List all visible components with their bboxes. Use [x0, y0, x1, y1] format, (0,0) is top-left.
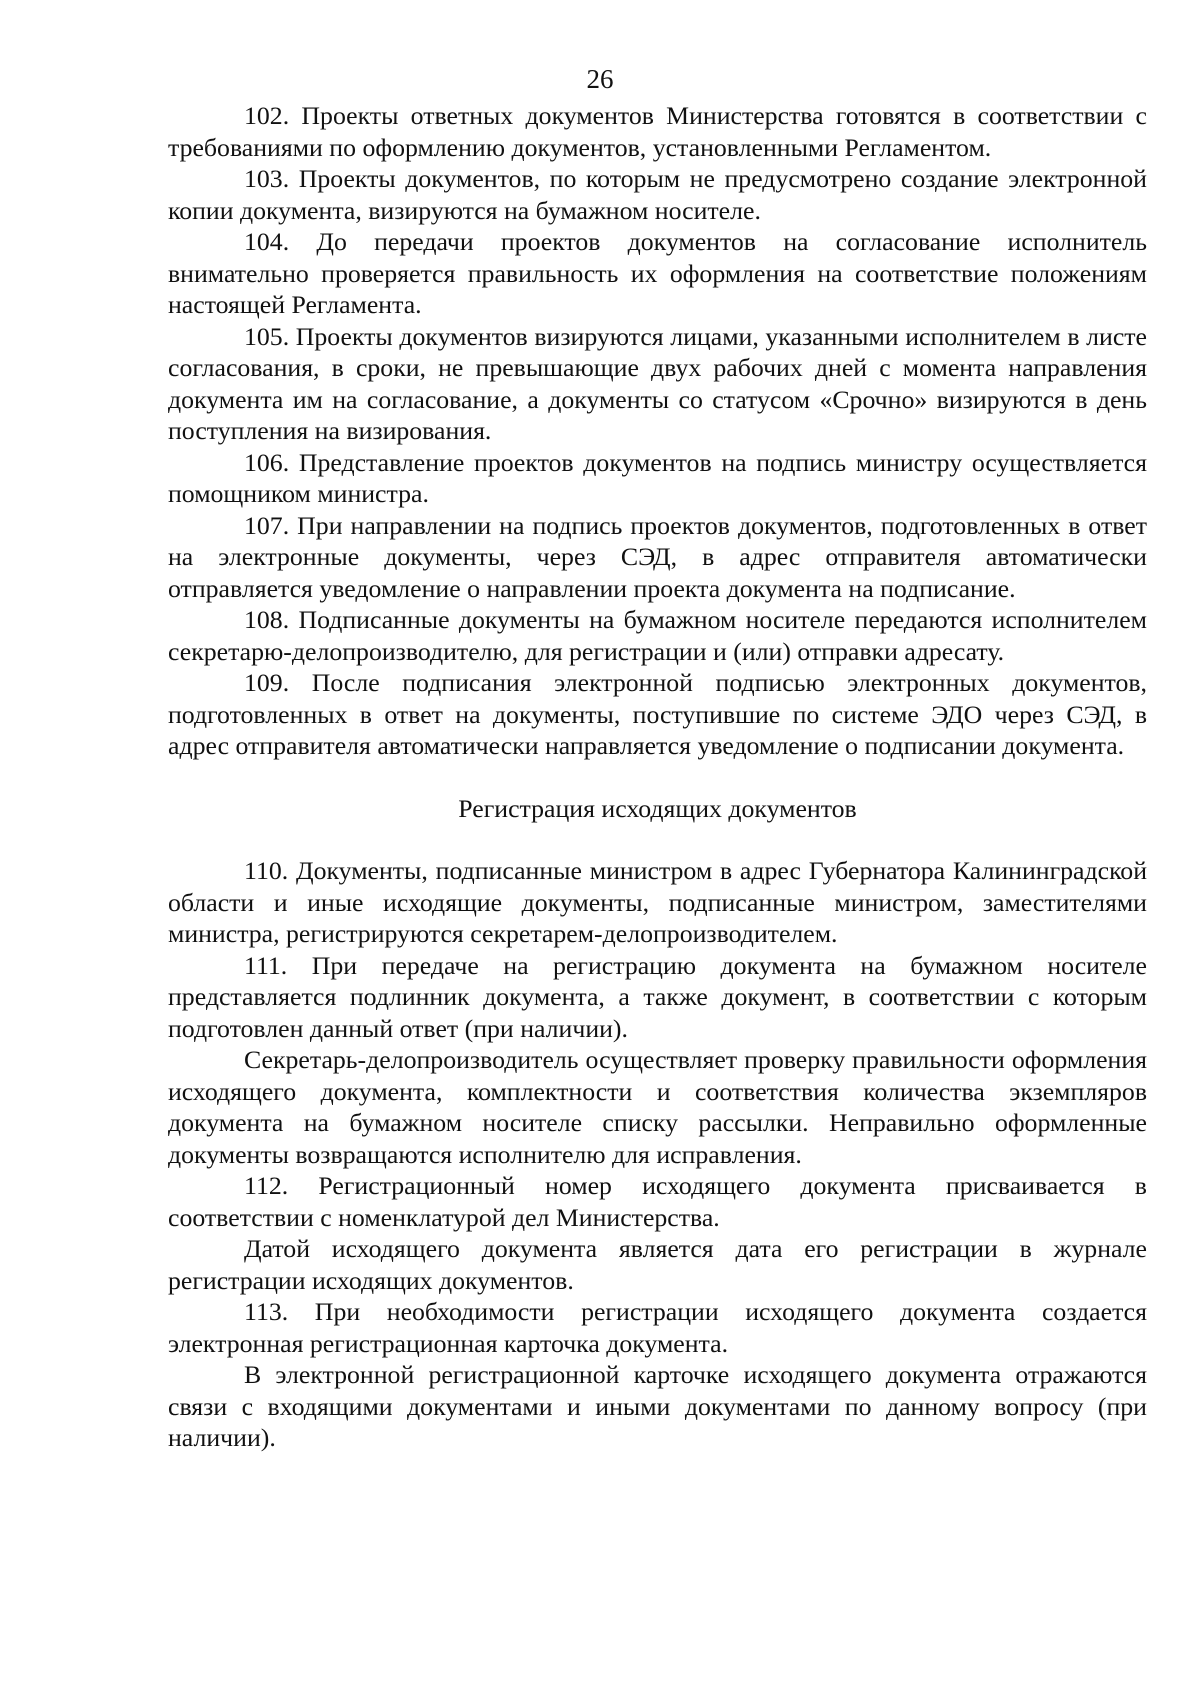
paragraph-108: 108. Подписанные документы на бумажном носителе передаются исполнителем секретарю-делопроизводителю, для регистрации и (или) отправки адресату.	[168, 605, 1147, 666]
paragraph-111-secretary-check: Секретарь-делопроизводитель осуществляет проверку правильности оформления исходящего документа, комплектности и соответствия количества экземпляров документа на бумажном носителе списку рассылки. Неправильно оформленные документы возвращаются исполнителю для исправления.	[168, 1045, 1147, 1169]
paragraph-110: 110. Документы, подписанные министром в адрес Губернатора Калининградской области и иные исходящие документы, подписанные министром, заместителями министра, регистрируются секретарем-делопроизводителем.	[168, 856, 1147, 948]
paragraph-102: 102. Проекты ответных документов Министерства готовятся в соответствии с требованиями по оформлению документов, установленными Регламентом.	[168, 101, 1147, 162]
paragraph-103: 103. Проекты документов, по которым не предусмотрено создание электронной копии документа, визируются на бумажном носителе.	[168, 164, 1147, 225]
paragraph-111: 111. При передаче на регистрацию документа на бумажном носителе представляется подлинник документа, а также документ, в соответствии с которым подготовлен данный ответ (при наличии).	[168, 950, 1147, 1043]
paragraph-107: 107. При направлении на подпись проектов документов, подготовленных в ответ на электронные документы, через СЭД, в адрес отправителя автоматически отправляется уведомление о направлении проекта документа на подписание.	[168, 510, 1147, 603]
document-body	[168, 100, 1147, 1454]
paragraph-104: 104. До передачи проектов документов на согласование исполнитель внимательно проверяется правильность их оформления на соответствие положениям настоящей Регламента.	[168, 227, 1147, 319]
paragraph-113-card-links: В электронной регистрационной карточке исходящего документа отражаются связи с входящими документами и иными документами по данному вопросу (при наличии).	[168, 1360, 1147, 1452]
paragraph-106: 106. Представление проектов документов на подпись министру осуществляется помощником министра.	[168, 447, 1147, 508]
paragraph-112-date: Датой исходящего документа является дата его регистрации в журнале регистрации исходящих документов.	[168, 1234, 1147, 1295]
paragraph-112: 112. Регистрационный номер исходящего документа присваивается в соответствии с номенклатурой дел Министерства.	[168, 1171, 1147, 1232]
section-heading: Регистрация исходящих документов	[458, 793, 857, 823]
paragraph-109: 109. После подписания электронной подписью электронных документов, подготовленных в ответ на документы, поступившие по системе ЭДО через СЭД, в адрес отправителя автоматически направляется уведомление о подписании документа.	[168, 668, 1147, 760]
paragraph-105: 105. Проекты документов визируются лицами, указанными исполнителем в листе согласования, в сроки, не превышающие двух рабочих дней с момента направления документа им на согласование, а документы со статусом «Срочно» визируются в день поступления на визирования.	[168, 321, 1147, 445]
page-number: 26	[586, 64, 614, 94]
paragraph-113: 113. При необходимости регистрации исходящего документа создается электронная регистрационная карточка документа.	[168, 1297, 1147, 1358]
